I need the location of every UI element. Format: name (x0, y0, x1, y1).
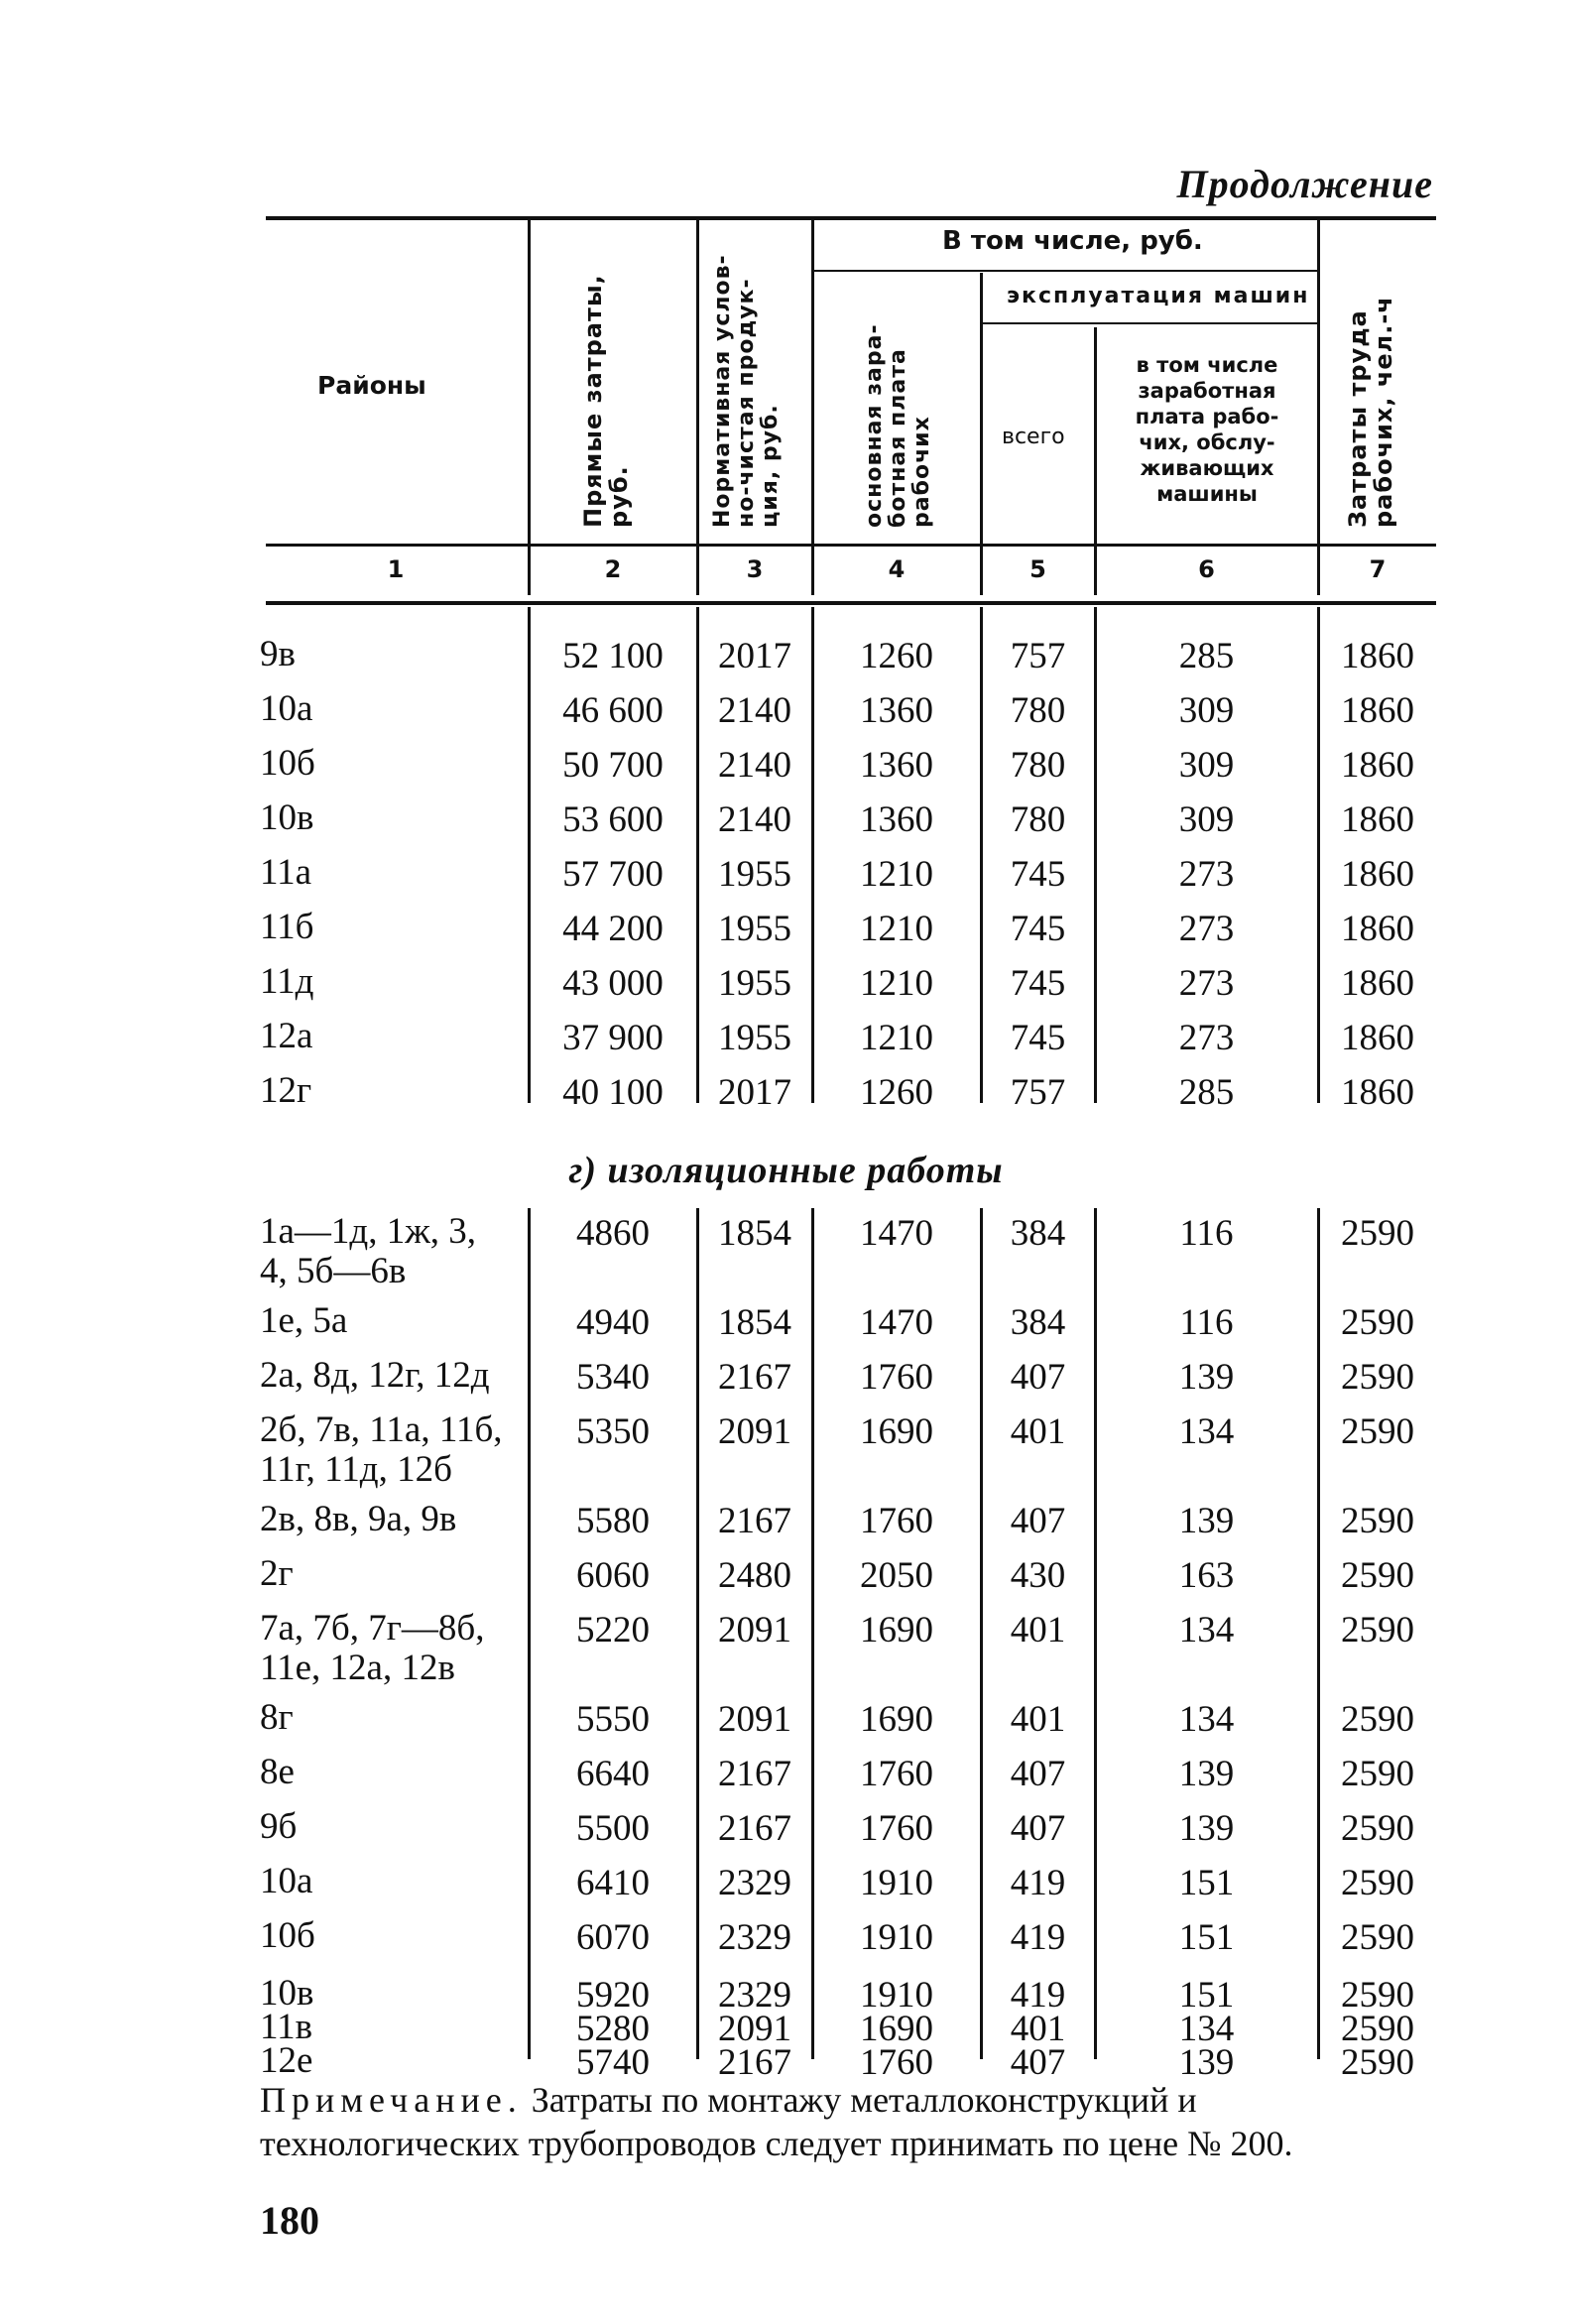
value-cell: 2017 (718, 1072, 791, 1113)
value-cell: 384 (1010, 1213, 1066, 1254)
value-cell: 1860 (1341, 636, 1414, 676)
value-cell: 5550 (576, 1699, 650, 1740)
value-cell: 401 (1010, 2009, 1066, 2049)
value-cell: 745 (1010, 963, 1066, 1004)
value-cell: 1910 (860, 1863, 933, 1903)
value-cell: 5220 (576, 1610, 650, 1651)
value-cell: 1360 (860, 690, 933, 731)
value-cell: 2329 (718, 1917, 791, 1958)
region-cell: 2б, 7в, 11а, 11б, 11г, 11д, 12б (260, 1409, 503, 1490)
value-cell: 2590 (1341, 1754, 1414, 1794)
value-cell: 2091 (718, 1411, 791, 1452)
value-cell: 116 (1179, 1302, 1234, 1343)
value-cell: 745 (1010, 909, 1066, 949)
value-cell: 1955 (718, 1018, 791, 1058)
footnote (260, 2078, 1450, 2165)
value-cell: 139 (1178, 1808, 1235, 1849)
footnote-text: Затраты по монтажу металлоконструкций и технологических трубопроводов следует принимать по цене № 200. (260, 2080, 1293, 2163)
column-number: 2 (604, 555, 622, 583)
value-cell: 116 (1179, 1213, 1234, 1254)
value-cell: 1760 (860, 2042, 933, 2083)
value-cell: 151 (1178, 1863, 1235, 1903)
value-cell: 1470 (860, 1213, 933, 1254)
value-cell: 163 (1178, 1555, 1235, 1596)
value-cell: 401 (1010, 1610, 1066, 1651)
value-cell: 37 900 (562, 1018, 664, 1058)
value-cell: 407 (1010, 1808, 1066, 1849)
value-cell: 2017 (718, 636, 791, 676)
value-cell: 273 (1178, 963, 1235, 1004)
value-cell: 2050 (860, 1555, 933, 1596)
value-cell: 6070 (576, 1917, 650, 1958)
value-cell: 1690 (860, 1699, 933, 1740)
region-cell: 10в (260, 797, 314, 838)
value-cell: 745 (1010, 854, 1066, 895)
value-cell: 1860 (1341, 854, 1414, 895)
region-cell: 11в (260, 2007, 313, 2047)
column-number: 6 (1198, 555, 1215, 583)
value-cell: 2091 (718, 1610, 791, 1651)
value-cell: 5580 (576, 1501, 650, 1541)
value-cell: 6640 (576, 1754, 650, 1794)
value-cell: 4860 (576, 1213, 650, 1254)
value-cell: 2167 (718, 1357, 791, 1398)
value-cell: 2590 (1341, 1808, 1414, 1849)
region-cell: 11а (260, 852, 312, 893)
value-cell: 6060 (576, 1555, 650, 1596)
value-cell: 2480 (718, 1555, 791, 1596)
column-number: 3 (746, 555, 764, 583)
value-cell: 2590 (1341, 2042, 1414, 2083)
value-cell: 2590 (1341, 1302, 1414, 1343)
region-cell: 9б (260, 1806, 298, 1847)
value-cell: 1860 (1341, 909, 1414, 949)
column-number: 4 (888, 555, 906, 583)
value-cell: 780 (1010, 690, 1066, 731)
header-regions: Районы (317, 371, 426, 400)
value-cell: 2091 (718, 1699, 791, 1740)
value-cell: 1210 (860, 909, 933, 949)
header-normative-production: Нормативная услов- но-чистая продук- ция, руб. (710, 254, 783, 528)
value-cell: 2329 (718, 1975, 791, 2016)
header-labor-costs: Затраты труда рабочих, чел.-ч (1344, 296, 1397, 528)
value-cell: 745 (1010, 1018, 1066, 1058)
value-cell: 2140 (718, 745, 791, 786)
value-cell: 1260 (860, 1072, 933, 1113)
value-cell: 1860 (1341, 1018, 1414, 1058)
value-cell: 1470 (860, 1302, 933, 1343)
value-cell: 309 (1178, 690, 1235, 731)
region-cell: 1а—1д, 1ж, 3, 4, 5б—6в (260, 1211, 477, 1291)
column-number: 1 (387, 555, 405, 583)
value-cell: 2590 (1341, 1917, 1414, 1958)
value-cell: 2590 (1341, 1411, 1414, 1452)
value-cell: 2167 (718, 1808, 791, 1849)
value-cell: 273 (1178, 909, 1235, 949)
value-cell: 273 (1178, 1018, 1235, 1058)
region-cell: 12а (260, 1016, 313, 1056)
table-top-rule (266, 216, 1436, 220)
header-operators-wage: в том числе заработная плата рабо- чих, обслу- живающих машины (1135, 353, 1279, 506)
region-cell: 2а, 8д, 12г, 12д (260, 1355, 490, 1396)
value-cell: 5340 (576, 1357, 650, 1398)
value-cell: 2590 (1341, 1699, 1414, 1740)
value-cell: 2590 (1341, 1501, 1414, 1541)
value-cell: 1360 (860, 745, 933, 786)
value-cell: 1690 (860, 1411, 933, 1452)
value-cell: 1860 (1341, 1072, 1414, 1113)
value-cell: 407 (1010, 1754, 1066, 1794)
header-divider (980, 273, 983, 595)
value-cell: 2091 (718, 2009, 791, 2049)
section-title: г) изоляционные работы (568, 1150, 1004, 1191)
region-cell: 8е (260, 1752, 295, 1792)
value-cell: 134 (1178, 1610, 1235, 1651)
value-cell: 2329 (718, 1863, 791, 1903)
header-machine-operation: эксплуатация машин (1007, 284, 1310, 308)
region-cell: 1е, 5а (260, 1300, 348, 1341)
header-direct-costs: Прямые затраты, руб. (579, 274, 633, 528)
value-cell: 309 (1178, 799, 1235, 840)
value-cell: 1854 (718, 1213, 791, 1254)
value-cell: 4940 (576, 1302, 650, 1343)
page-number: 180 (260, 2198, 319, 2243)
header-including-group: В том числе, руб. (942, 226, 1203, 256)
header-divider (528, 220, 531, 595)
value-cell: 6410 (576, 1863, 650, 1903)
value-cell: 273 (1178, 854, 1235, 895)
value-cell: 2590 (1341, 1863, 1414, 1903)
value-cell: 52 100 (562, 636, 664, 676)
value-cell: 1860 (1341, 963, 1414, 1004)
value-cell: 1760 (860, 1754, 933, 1794)
value-cell: 285 (1178, 1072, 1235, 1113)
value-cell: 407 (1010, 1501, 1066, 1541)
region-cell: 10а (260, 1861, 313, 1901)
value-cell: 5350 (576, 1411, 650, 1452)
value-cell: 780 (1010, 745, 1066, 786)
value-cell: 134 (1178, 2009, 1235, 2049)
value-cell: 1210 (860, 1018, 933, 1058)
value-cell: 2590 (1341, 2009, 1414, 2049)
region-cell: 10б (260, 743, 315, 784)
value-cell: 139 (1178, 1754, 1235, 1794)
value-cell: 139 (1178, 1357, 1235, 1398)
running-title: Продолжение (1176, 162, 1433, 206)
value-cell: 309 (1178, 745, 1235, 786)
value-cell: 407 (1010, 1357, 1066, 1398)
value-cell: 2167 (718, 1501, 791, 1541)
value-cell: 139 (1178, 1501, 1235, 1541)
value-cell: 151 (1178, 1917, 1235, 1958)
value-cell: 2167 (718, 2042, 791, 2083)
column-numbers-rule (266, 601, 1436, 605)
value-cell: 44 200 (562, 909, 664, 949)
value-cell: 40 100 (562, 1072, 664, 1113)
value-cell: 1860 (1341, 745, 1414, 786)
region-cell: 9в (260, 634, 296, 674)
value-cell: 134 (1178, 1411, 1235, 1452)
value-cell: 1360 (860, 799, 933, 840)
header-total: всего (1002, 425, 1065, 449)
machines-header-rule (982, 322, 1317, 324)
value-cell: 407 (1010, 2042, 1066, 2083)
value-cell: 401 (1010, 1411, 1066, 1452)
value-cell: 1690 (860, 2009, 933, 2049)
value-cell: 2167 (718, 1754, 791, 1794)
value-cell: 2140 (718, 799, 791, 840)
header-divider (811, 220, 814, 595)
value-cell: 401 (1010, 1699, 1066, 1740)
value-cell: 5740 (576, 2042, 650, 2083)
value-cell: 1860 (1341, 690, 1414, 731)
value-cell: 151 (1178, 1975, 1235, 2016)
value-cell: 430 (1010, 1555, 1066, 1596)
value-cell: 5280 (576, 2009, 650, 2049)
region-cell: 8г (260, 1697, 294, 1738)
value-cell: 384 (1010, 1302, 1066, 1343)
value-cell: 57 700 (562, 854, 664, 895)
value-cell: 1955 (718, 854, 791, 895)
value-cell: 134 (1178, 1699, 1235, 1740)
value-cell: 419 (1010, 1917, 1066, 1958)
value-cell: 5920 (576, 1975, 650, 2016)
region-cell: 11д (260, 961, 314, 1002)
value-cell: 2590 (1341, 1357, 1414, 1398)
region-cell: 10в (260, 1973, 314, 2014)
value-cell: 2590 (1341, 1555, 1414, 1596)
region-cell: 12г (260, 1070, 312, 1111)
header-base-wage: основная зара- ботная плата рабочих (862, 323, 934, 528)
column-number: 5 (1029, 555, 1046, 583)
value-cell: 757 (1010, 1072, 1066, 1113)
value-cell: 1955 (718, 909, 791, 949)
value-cell: 50 700 (562, 745, 664, 786)
value-cell: 1760 (860, 1501, 933, 1541)
value-cell: 1690 (860, 1610, 933, 1651)
value-cell: 1910 (860, 1917, 933, 1958)
value-cell: 1760 (860, 1808, 933, 1849)
header-bottom-rule (266, 544, 1436, 547)
region-cell: 10б (260, 1915, 315, 1956)
value-cell: 1910 (860, 1975, 933, 2016)
value-cell: 1955 (718, 963, 791, 1004)
value-cell: 43 000 (562, 963, 664, 1004)
value-cell: 46 600 (562, 690, 664, 731)
value-cell: 757 (1010, 636, 1066, 676)
value-cell: 5500 (576, 1808, 650, 1849)
value-cell: 1760 (860, 1357, 933, 1398)
value-cell: 139 (1178, 2042, 1235, 2083)
group-header-rule (813, 270, 1317, 272)
region-cell: 2г (260, 1553, 294, 1594)
value-cell: 1210 (860, 854, 933, 895)
value-cell: 780 (1010, 799, 1066, 840)
value-cell: 2140 (718, 690, 791, 731)
region-cell: 11б (260, 907, 314, 947)
value-cell: 419 (1010, 1975, 1066, 2016)
region-cell: 12е (260, 2040, 313, 2081)
value-cell: 1260 (860, 636, 933, 676)
value-cell: 2590 (1341, 1975, 1414, 2016)
region-cell: 10а (260, 688, 313, 729)
value-cell: 53 600 (562, 799, 664, 840)
header-divider (696, 220, 699, 595)
value-cell: 2590 (1341, 1610, 1414, 1651)
value-cell: 419 (1010, 1863, 1066, 1903)
header-divider (1317, 220, 1320, 595)
value-cell: 1854 (718, 1302, 791, 1343)
value-cell: 1860 (1341, 799, 1414, 840)
value-cell: 2590 (1341, 1213, 1414, 1254)
column-number: 7 (1369, 555, 1387, 583)
value-cell: 285 (1178, 636, 1235, 676)
footnote-lead: Примечание. (260, 2080, 523, 2120)
value-cell: 1210 (860, 963, 933, 1004)
region-cell: 2в, 8в, 9а, 9в (260, 1499, 457, 1539)
region-cell: 7а, 7б, 7г—8б, 11е, 12а, 12в (260, 1608, 485, 1688)
